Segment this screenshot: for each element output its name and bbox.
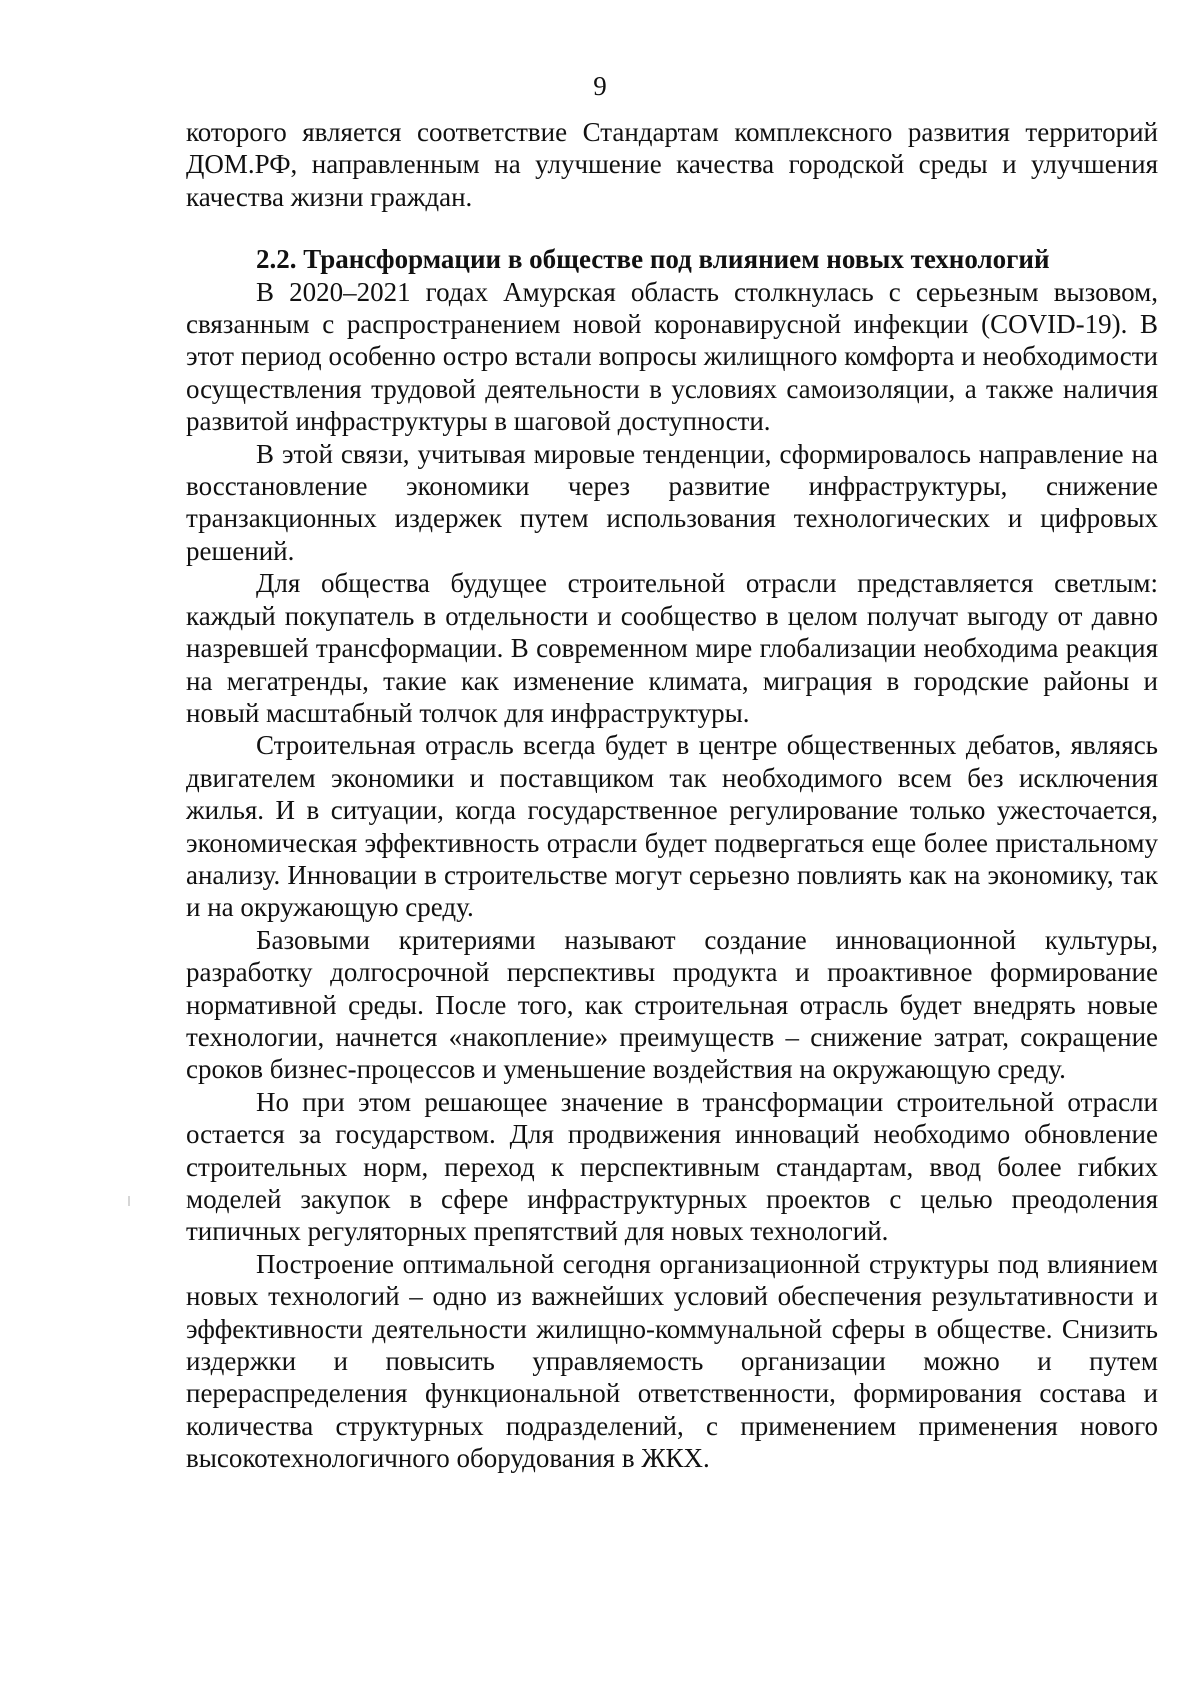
paragraph: Построение оптимальной сегодня организационной структуры под влиянием новых технологий – одно из важнейших условий обеспечения результативности и эффективности деятельности жилищно-коммунальной сферы в обществе. Снизить издержки и повысить управляемость организации можно и путем перераспределения функциональной ответственности, формирования состава и количества структурных подразделений, с применением применения нового высокотехнологичного оборудования в ЖКХ. [186,1248,1158,1474]
scan-artifact [128,1196,130,1206]
paragraph: Строительная отрасль всегда будет в центре общественных дебатов, являясь двигателем экономики и поставщиком так необходимого всем без исключения жилья. И в ситуации, когда государственное регулирование только ужесточается, экономическая эффективность отрасли будет подвергаться еще более пристальному анализу. Инновации в строительстве могут серьезно повлиять как на экономику, так и на окружающую среду. [186,730,1158,923]
paragraph: В этой связи, учитывая мировые тенденции, сформировалось направление на восстановление экономики через развитие инфраструктуры, снижение транзакционных издержек путем использования технологических и цифровых решений. [186,438,1158,566]
paragraph-continuation: которого является соответствие Стандартам комплексного развития территорий ДОМ.РФ, направленным на улучшение качества городской среды и улучшения качества жизни граждан. [186,117,1158,212]
document-body [186,116,1158,1475]
paragraph: В 2020–2021 годах Амурская область столкнулась с серьезным вызовом, связанным с распространением новой коронавирусной инфекции (COVID-19). В этот период особенно остро встали вопросы жилищного комфорта и необходимости осуществления трудовой деятельности в условиях самоизоляции, а также наличия развитой инфраструктуры в шаговой доступности. [186,276,1158,437]
page-number: 9 [593,71,607,101]
section-heading: 2.2. Трансформации в обществе под влиянием новых технологий [256,244,1050,275]
paragraph: Но при этом решающее значение в трансформации строительной отрасли остается за государством. Для продвижения инноваций необходимо обновление строительных норм, переход к перспективным стандартам, ввод более гибких моделей закупок в сфере инфраструктурных проектов с целью преодоления типичных регуляторных препятствий для новых технологий. [186,1086,1158,1247]
paragraph: Базовыми критериями называют создание инновационной культуры, разработку долгосрочной перспективы продукта и проактивное формирование нормативной среды. После того, как строительная отрасль будет внедрять новые технологии, начнется «накопление» преимуществ – снижение затрат, сокращение сроков бизнес-процессов и уменьшение воздействия на окружающую среду. [186,924,1158,1085]
paragraph: Для общества будущее строительной отрасли представляется светлым: каждый покупатель в отдельности и сообщество в целом получат выгоду от давно назревшей трансформации. В современном мире глобализации необходима реакция на мегатренды, такие как изменение климата, миграция в городские районы и новый масштабный толчок для инфраструктуры. [186,568,1158,728]
